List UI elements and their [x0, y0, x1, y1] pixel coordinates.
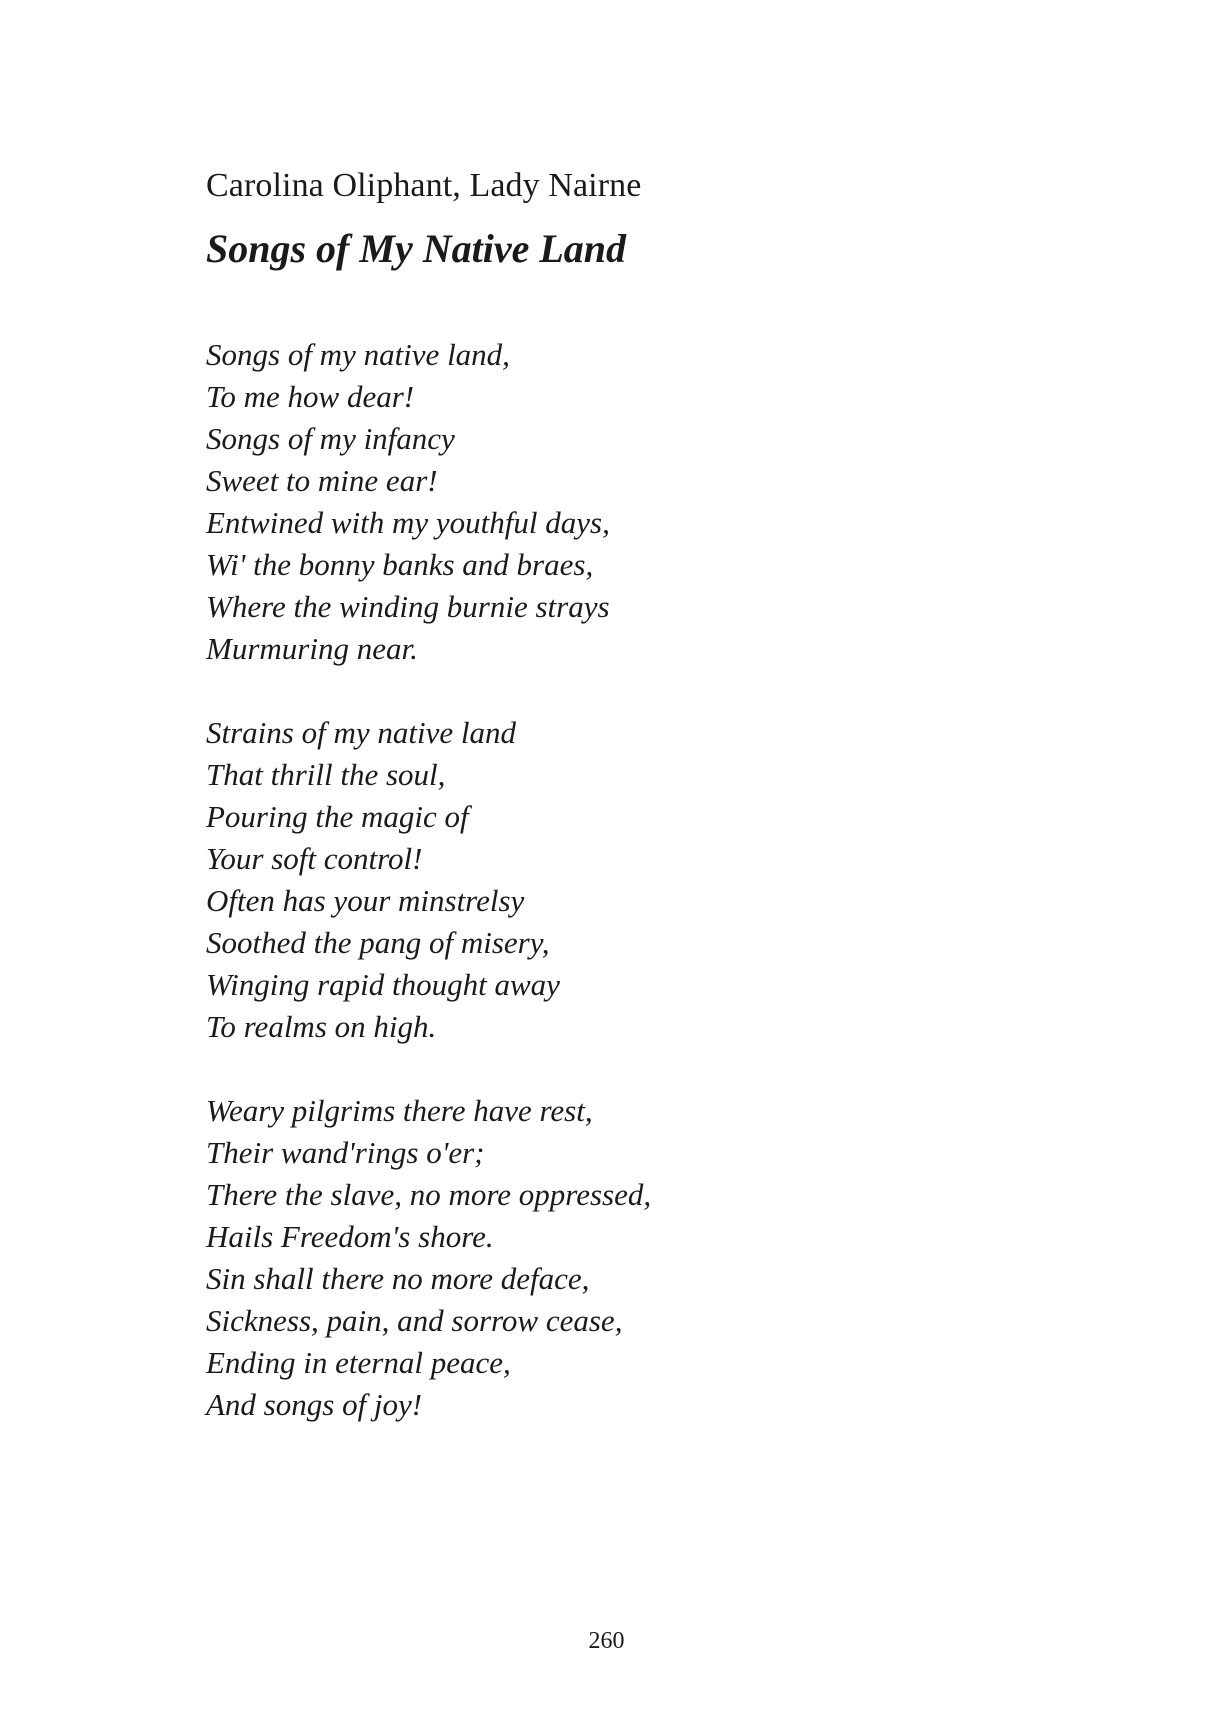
poem-line: That thrill the soul, — [206, 757, 446, 792]
poem-line: Ending in eternal peace, — [206, 1345, 511, 1380]
poem-line: To realms on high. — [206, 1009, 437, 1044]
page-number: 260 — [588, 1628, 625, 1654]
poem-line: Hails Freedom's shore. — [206, 1219, 494, 1254]
poem-line: Winging rapid thought away — [206, 967, 560, 1002]
poem-line: Often has your minstrelsy — [206, 883, 525, 918]
poem-body — [206, 334, 1006, 1468]
poem-line: And songs of joy! — [206, 1387, 423, 1422]
stanza-2 — [206, 712, 1006, 1048]
poem-title: Songs of My Native Land — [206, 226, 626, 271]
poem-line: To me how dear! — [206, 379, 415, 414]
poem-line: Sin shall there no more deface, — [206, 1261, 590, 1296]
poem-line: There the slave, no more oppressed, — [206, 1177, 652, 1212]
poem-line: Entwined with my youthful days, — [206, 505, 610, 540]
poem-line: Sickness, pain, and sorrow cease, — [206, 1303, 623, 1338]
stanza-1 — [206, 334, 1006, 670]
poem-line: Your soft control! — [206, 841, 423, 876]
poem-line: Songs of my infancy — [206, 421, 455, 456]
poem-line: Where the winding burnie strays — [206, 589, 610, 624]
poem-line: Sweet to mine ear! — [206, 463, 438, 498]
poem-line: Weary pilgrims there have rest, — [206, 1093, 593, 1128]
poem-line: Soothed the pang of misery, — [206, 925, 550, 960]
poem-line: Strains of my native land — [206, 715, 516, 750]
poem-line: Murmuring near. — [206, 631, 418, 666]
stanza-3 — [206, 1090, 1006, 1426]
poem-line: Songs of my native land, — [206, 337, 510, 372]
poem-line: Wi' the bonny banks and braes, — [206, 547, 594, 582]
poem-line: Their wand'rings o'er; — [206, 1135, 485, 1170]
poem-line: Pouring the magic of — [206, 799, 469, 834]
poem-author: Carolina Oliphant, Lady Nairne — [206, 167, 642, 204]
